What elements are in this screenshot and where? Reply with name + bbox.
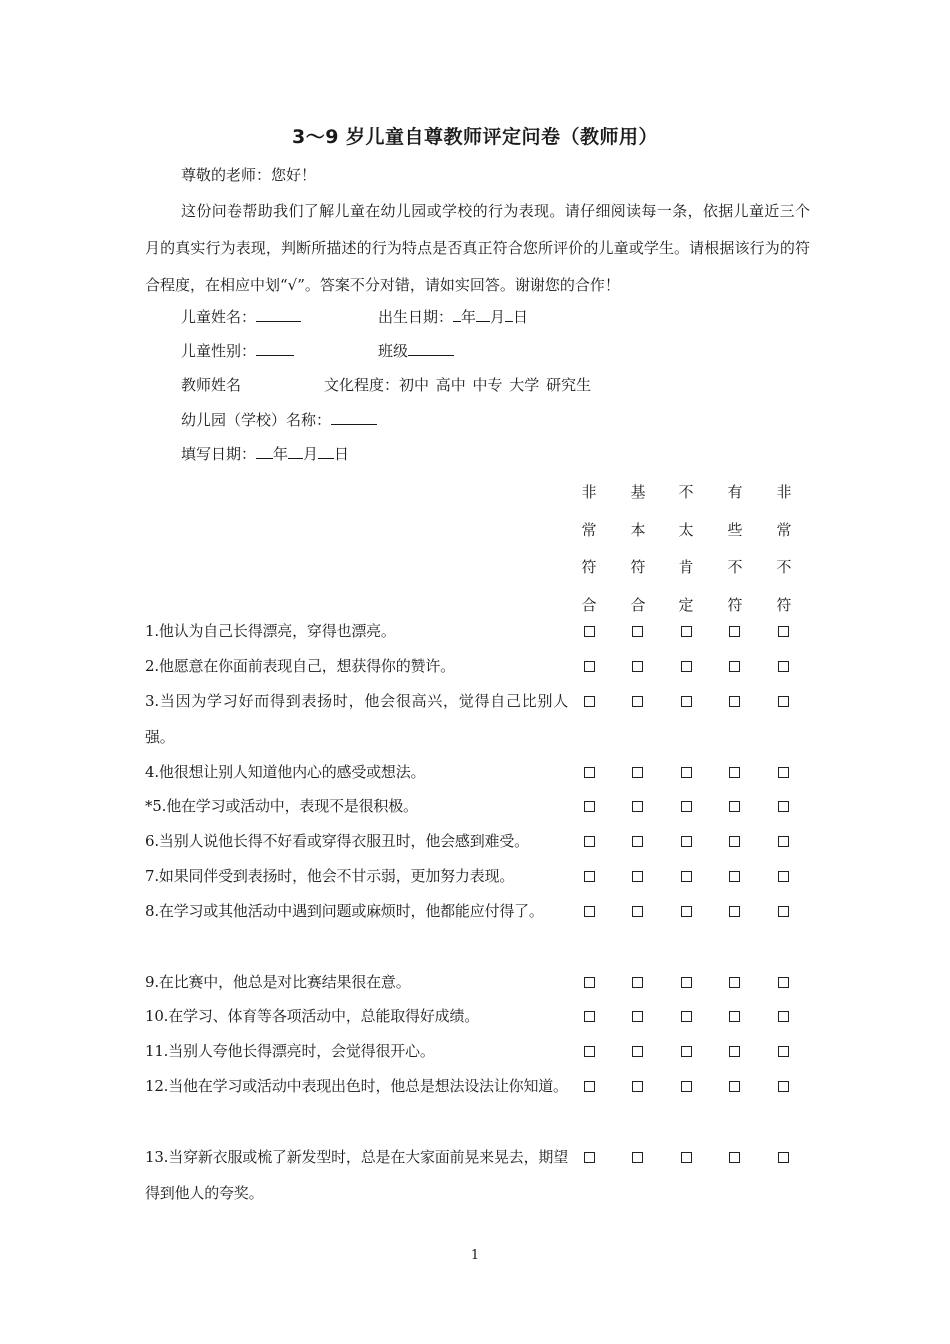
answer-checkbox-q8-c4[interactable] <box>729 906 740 917</box>
answer-checkbox-q4-c1[interactable] <box>584 767 595 778</box>
question-item-13: 13.当穿新衣服或梳了新发型时，总是在大家面前晃来晃去，期望得到他人的夸奖。 <box>145 1148 568 1202</box>
month-label: 月 <box>490 308 506 326</box>
child-gender-field <box>181 340 294 361</box>
answer-checkbox-q7-c2[interactable] <box>632 871 643 882</box>
year-label: 年 <box>461 308 477 326</box>
answer-checkbox-q9-c4[interactable] <box>729 977 740 988</box>
document-title: 3～9 岁儿童自尊教师评定问卷（教师用） <box>291 126 659 148</box>
teacher-name-label: 教师姓名 <box>181 376 242 394</box>
answer-checkbox-q9-c2[interactable] <box>632 977 643 988</box>
answer-checkbox-q7-c3[interactable] <box>681 871 692 882</box>
fill-date-label: 填写日期： <box>181 445 257 463</box>
birth-year-blank[interactable] <box>453 307 461 322</box>
column-header-somewhat-inconsistent: 有些不符 <box>727 483 743 614</box>
answer-checkbox-q5-c1[interactable] <box>584 801 595 812</box>
child-name-field <box>181 306 301 327</box>
answer-checkbox-q13-c1[interactable] <box>584 1152 595 1163</box>
question-item-6: 6.当别人说他长得不好看或穿得衣服丑时，他会感到难受。 <box>145 832 529 850</box>
answer-checkbox-q3-c2[interactable] <box>632 696 643 707</box>
answer-checkbox-q12-c1[interactable] <box>584 1081 595 1092</box>
answer-checkbox-q12-c3[interactable] <box>681 1081 692 1092</box>
class-field <box>378 340 454 361</box>
child-gender-label: 儿童性别： <box>181 342 257 360</box>
answer-checkbox-q9-c1[interactable] <box>584 977 595 988</box>
answer-checkbox-q11-c4[interactable] <box>729 1046 740 1057</box>
question-item-8: 8.在学习或其他活动中遇到问题或麻烦时，他都能应付得了。 <box>145 902 544 920</box>
answer-checkbox-q4-c5[interactable] <box>778 767 789 778</box>
answer-checkbox-q5-c3[interactable] <box>681 801 692 812</box>
answer-checkbox-q11-c2[interactable] <box>632 1046 643 1057</box>
birth-month-blank[interactable] <box>476 307 490 322</box>
answer-checkbox-q10-c5[interactable] <box>778 1011 789 1022</box>
school-name-field <box>181 409 377 430</box>
answer-checkbox-q7-c1[interactable] <box>584 871 595 882</box>
answer-checkbox-q4-c4[interactable] <box>729 767 740 778</box>
question-item-7: 7.如果同伴受到表扬时，他会不甘示弱，更加努力表现。 <box>145 867 515 885</box>
question-item-2: 2.他愿意在你面前表现自己，想获得你的赞许。 <box>145 657 455 675</box>
answer-checkbox-q2-c4[interactable] <box>729 661 740 672</box>
class-blank[interactable] <box>408 341 454 356</box>
answer-checkbox-q12-c2[interactable] <box>632 1081 643 1092</box>
school-name-blank[interactable] <box>331 410 377 425</box>
answer-checkbox-q6-c2[interactable] <box>632 836 643 847</box>
birth-date-field <box>378 306 528 327</box>
fill-month-blank[interactable] <box>288 444 303 459</box>
birth-date-label: 出生日期： <box>378 308 454 326</box>
question-item-11: 11.当别人夸他长得漂亮时，会觉得很开心。 <box>145 1042 435 1060</box>
answer-checkbox-q13-c5[interactable] <box>778 1152 789 1163</box>
column-header-not-sure: 不太肯定 <box>678 483 694 614</box>
answer-checkbox-q1-c2[interactable] <box>632 626 643 637</box>
answer-checkbox-q1-c3[interactable] <box>681 626 692 637</box>
answer-checkbox-q1-c5[interactable] <box>778 626 789 637</box>
day-label: 日 <box>334 445 350 463</box>
column-header-very-consistent: 非常符合 <box>581 483 597 614</box>
question-item-3: 3.当因为学习好而得到表扬时，他会很高兴，觉得自己比别人强。 <box>145 692 568 746</box>
answer-checkbox-q11-c3[interactable] <box>681 1046 692 1057</box>
fill-year-blank[interactable] <box>256 444 273 459</box>
answer-checkbox-q10-c1[interactable] <box>584 1011 595 1022</box>
answer-checkbox-q13-c4[interactable] <box>729 1152 740 1163</box>
child-name-blank[interactable] <box>256 307 301 322</box>
answer-checkbox-q8-c5[interactable] <box>778 906 789 917</box>
page-number: 1 <box>470 1248 480 1263</box>
year-label: 年 <box>273 445 289 463</box>
answer-checkbox-q7-c5[interactable] <box>778 871 789 882</box>
answer-checkbox-q8-c3[interactable] <box>681 906 692 917</box>
answer-checkbox-q1-c4[interactable] <box>729 626 740 637</box>
answer-checkbox-q6-c4[interactable] <box>729 836 740 847</box>
fill-date-field <box>181 443 349 464</box>
answer-checkbox-q9-c3[interactable] <box>681 977 692 988</box>
question-item-9: 9.在比赛中，他总是对比赛结果很在意。 <box>145 973 411 991</box>
answer-checkbox-q7-c4[interactable] <box>729 871 740 882</box>
answer-checkbox-q2-c2[interactable] <box>632 661 643 672</box>
question-item-5: *5.他在学习或活动中，表现不是很积极。 <box>145 797 418 815</box>
class-label: 班级 <box>378 342 409 360</box>
answer-checkbox-q6-c5[interactable] <box>778 836 789 847</box>
answer-checkbox-q2-c3[interactable] <box>681 661 692 672</box>
answer-checkbox-q11-c5[interactable] <box>778 1046 789 1057</box>
answer-checkbox-q9-c5[interactable] <box>778 977 789 988</box>
day-label: 日 <box>513 308 529 326</box>
answer-checkbox-q4-c3[interactable] <box>681 767 692 778</box>
answer-checkbox-q2-c1[interactable] <box>584 661 595 672</box>
answer-checkbox-q2-c5[interactable] <box>778 661 789 672</box>
month-label: 月 <box>303 445 319 463</box>
question-item-4: 4.他很想让别人知道他内心的感受或想法。 <box>145 763 426 781</box>
answer-checkbox-q8-c1[interactable] <box>584 906 595 917</box>
answer-checkbox-q10-c4[interactable] <box>729 1011 740 1022</box>
education-options: 文化程度：初中 高中 中专 大学 研究生 <box>324 376 592 394</box>
answer-checkbox-q5-c2[interactable] <box>632 801 643 812</box>
answer-checkbox-q13-c2[interactable] <box>632 1152 643 1163</box>
answer-checkbox-q3-c5[interactable] <box>778 696 789 707</box>
question-item-12: 12.当他在学习或活动中表现出色时，他总是想法设法让你知道。 <box>145 1077 568 1095</box>
question-item-1: 1.他认为自己长得漂亮，穿得也漂亮。 <box>145 622 396 640</box>
answer-checkbox-q12-c5[interactable] <box>778 1081 789 1092</box>
answer-checkbox-q6-c3[interactable] <box>681 836 692 847</box>
column-header-basically-consistent: 基本符合 <box>630 483 646 614</box>
answer-checkbox-q12-c4[interactable] <box>729 1081 740 1092</box>
school-name-label: 幼儿园（学校）名称： <box>181 411 332 429</box>
answer-checkbox-q5-c5[interactable] <box>778 801 789 812</box>
greeting: 尊敬的老师：您好！ <box>181 166 317 184</box>
birth-day-blank[interactable] <box>505 307 513 322</box>
answer-checkbox-q11-c1[interactable] <box>584 1046 595 1057</box>
child-name-label: 儿童姓名： <box>181 308 257 326</box>
question-item-10: 10.在学习、体育等各项活动中，总能取得好成绩。 <box>145 1007 480 1025</box>
intro-paragraph: 这份问卷帮助我们了解儿童在幼儿园或学校的行为表现。请仔细阅读每一条，依据儿童近三个月的真实行为表现，判断所描述的行为特点是否真正符合您所评价的儿童或学生。请根据该行为的符合程度，在相应中划“√”。答案不分对错，请如实回答。谢谢您的合作！ <box>145 202 810 294</box>
answer-checkbox-q3-c3[interactable] <box>681 696 692 707</box>
answer-checkbox-q10-c3[interactable] <box>681 1011 692 1022</box>
answer-checkbox-q3-c1[interactable] <box>584 696 595 707</box>
answer-checkbox-q4-c2[interactable] <box>632 767 643 778</box>
answer-checkbox-q6-c1[interactable] <box>584 836 595 847</box>
answer-checkbox-q5-c4[interactable] <box>729 801 740 812</box>
answer-checkbox-q10-c2[interactable] <box>632 1011 643 1022</box>
answer-checkbox-q8-c2[interactable] <box>632 906 643 917</box>
child-gender-blank[interactable] <box>256 341 294 356</box>
fill-day-blank[interactable] <box>318 444 334 459</box>
answer-checkbox-q3-c4[interactable] <box>729 696 740 707</box>
answer-checkbox-q13-c3[interactable] <box>681 1152 692 1163</box>
column-header-very-inconsistent: 非常不符 <box>776 483 792 614</box>
answer-checkbox-q1-c1[interactable] <box>584 626 595 637</box>
